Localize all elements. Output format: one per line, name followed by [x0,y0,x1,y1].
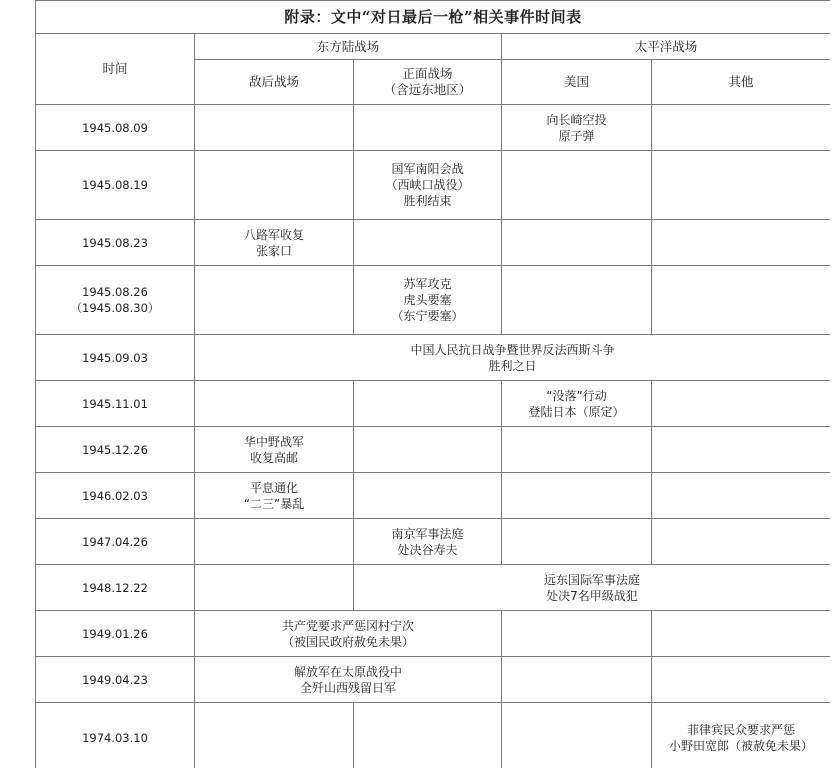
date-cell: 1949.04.23 [36,657,195,703]
header-other: 其他 [652,60,831,105]
table-row [36,220,831,266]
table-row [36,473,831,519]
table-row [36,381,831,427]
table-row [36,611,831,657]
front-cell [354,703,502,768]
header-pacific-battlefield: 太平洋战场 [502,34,831,60]
other-cell [652,266,831,335]
behind-cell: 平息通化 “二三”暴乱 [195,473,354,519]
us-cell [502,427,652,473]
other-cell [652,381,831,427]
header-us: 美国 [502,60,652,105]
date-cell: 1946.02.03 [36,473,195,519]
us-cell [502,657,652,703]
other-cell [652,611,831,657]
other-cell [652,519,831,565]
behind-cell [195,151,354,220]
date-cell: 1945.09.03 [36,335,195,381]
table-row [36,519,831,565]
behind-cell [195,703,354,768]
us-cell [502,266,652,335]
front-cell [354,220,502,266]
us-cell [502,220,652,266]
front-cell: 南京军事法庭 处决谷寿夫 [354,519,502,565]
header-east-battlefield: 东方陆战场 [195,34,502,60]
front-cell: 苏军攻克 虎头要塞 （东宁要塞） [354,266,502,335]
date-cell: 1945.08.26 （1945.08.30） [36,266,195,335]
table-row [36,335,831,381]
behind-cell: 华中野战军 收复高邮 [195,427,354,473]
header-behind-lines: 敌后战场 [195,60,354,105]
other-cell [652,220,831,266]
date-cell: 1948.12.22 [36,565,195,611]
date-cell: 1945.08.19 [36,151,195,220]
behind-cell [195,266,354,335]
other-cell: 菲律宾民众要求严惩 小野田宽郎（被赦免未果） [652,703,831,768]
behind-cell [195,381,354,427]
table-row [36,105,831,151]
front-cell [354,381,502,427]
timeline-sheet [35,0,830,768]
other-cell [652,151,831,220]
us-cell: 向长崎空投 原子弹 [502,105,652,151]
table-row [36,427,831,473]
front-cell [354,473,502,519]
behind-cell [195,519,354,565]
us-cell [502,519,652,565]
front-cell [354,105,502,151]
other-cell [652,105,831,151]
behind-cell: 八路军收复 张家口 [195,220,354,266]
date-cell: 1945.08.23 [36,220,195,266]
merged-event-cell: 共产党要求严惩冈村宁次 （被国民政府赦免未果） [195,611,502,657]
other-cell [652,657,831,703]
table-row [36,657,831,703]
front-cell [354,427,502,473]
us-cell: “没落”行动 登陆日本（原定） [502,381,652,427]
date-cell: 1945.08.09 [36,105,195,151]
header-front-lines: 正面战场 （含远东地区） [354,60,502,105]
other-cell [652,427,831,473]
date-cell: 1945.11.01 [36,381,195,427]
behind-cell [195,105,354,151]
date-cell: 1949.01.26 [36,611,195,657]
front-cell: 国军南阳会战 （西峡口战役） 胜利结束 [354,151,502,220]
us-cell [502,151,652,220]
timeline-table [35,0,830,768]
header-time: 时间 [36,34,195,105]
merged-event-cell: 远东国际军事法庭 处决7名甲级战犯 [354,565,831,611]
table-row [36,266,831,335]
table-row [36,151,831,220]
other-cell [652,473,831,519]
us-cell [502,703,652,768]
us-cell [502,611,652,657]
table-title: 附录：文中“对日最后一枪”相关事件时间表 [36,1,831,34]
table-row [36,565,831,611]
date-cell: 1945.12.26 [36,427,195,473]
behind-cell [195,565,354,611]
merged-event-cell: 解放军在太原战役中 全歼山西残留日军 [195,657,502,703]
table-row [36,703,831,768]
us-cell [502,473,652,519]
date-cell: 1974.03.10 [36,703,195,768]
merged-event-cell: 中国人民抗日战争暨世界反法西斯斗争 胜利之日 [195,335,831,381]
date-cell: 1947.04.26 [36,519,195,565]
